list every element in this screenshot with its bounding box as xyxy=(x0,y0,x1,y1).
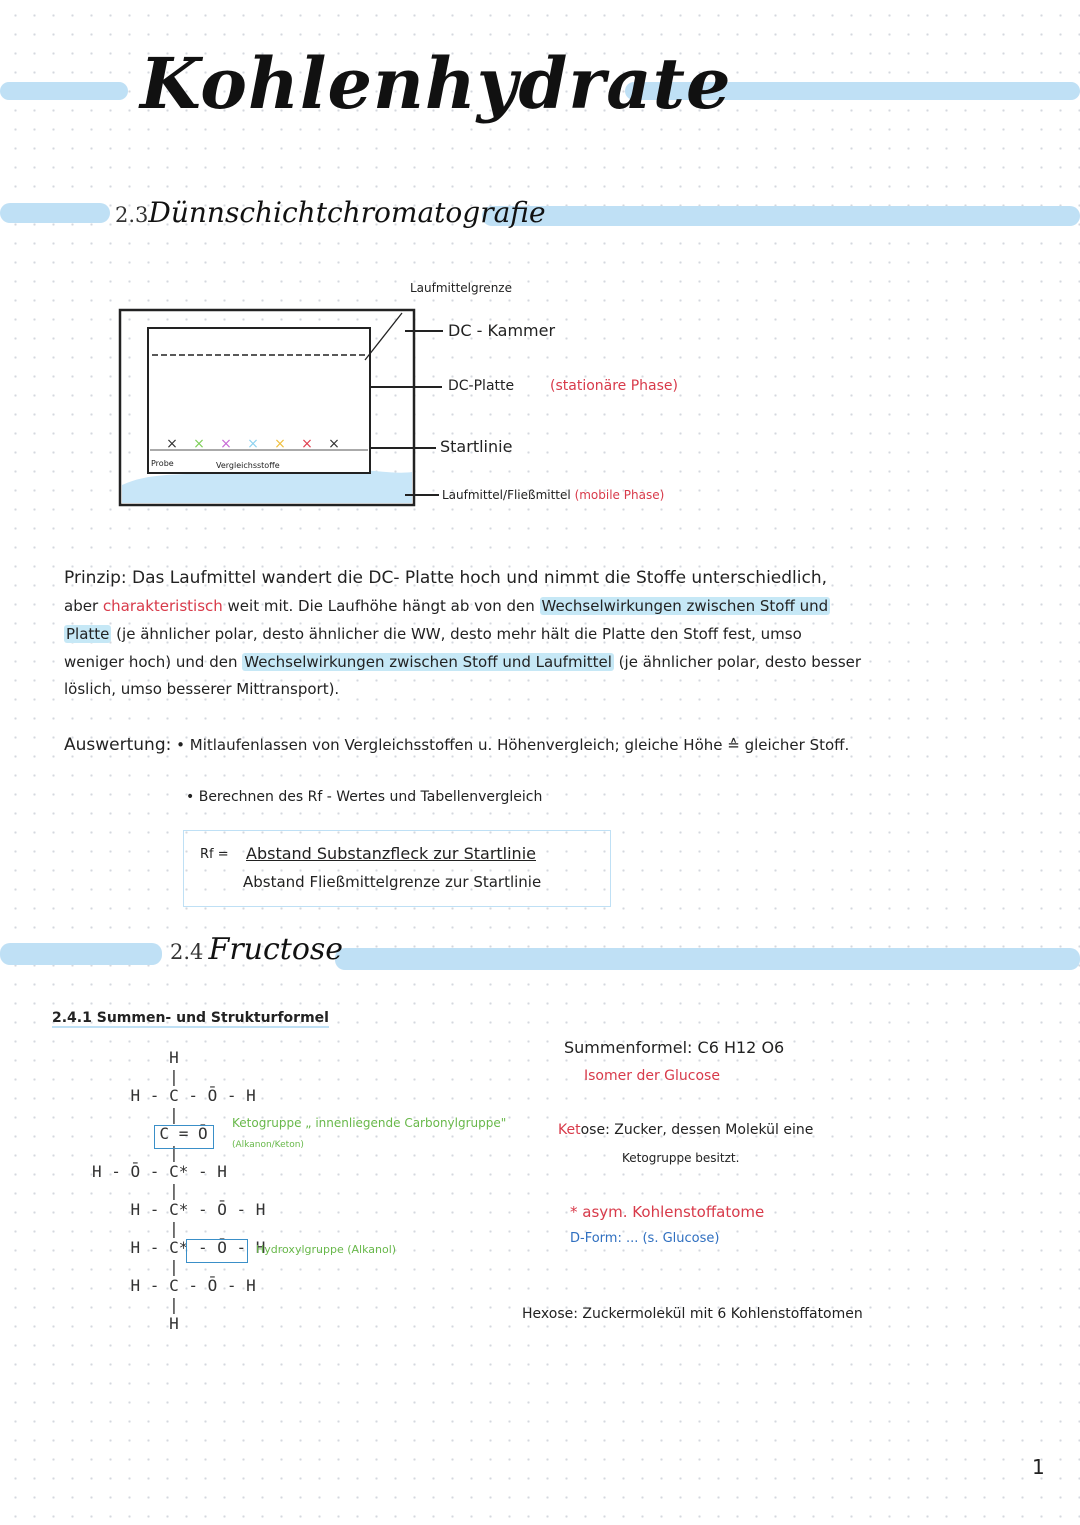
section-23-bar-left xyxy=(0,203,110,223)
section-24-bar-left xyxy=(0,943,162,965)
vergleich-spot: × xyxy=(328,436,340,452)
label-laufmittelgrenze: Laufmittelgrenze xyxy=(410,281,512,295)
prinzip-line-5: löslich, umso besserer Mittransport). xyxy=(64,680,340,698)
section-23-bar-right xyxy=(482,206,1080,226)
section-23-heading xyxy=(115,196,546,229)
prinzip-platte: Platte xyxy=(66,625,110,643)
prinzip-highlight-1: Wechselwirkungen zwischen Stoff und xyxy=(541,597,829,615)
keto-sub: (Alkanon/Keton) xyxy=(232,1140,304,1150)
dc-diagram xyxy=(110,300,430,520)
structure-row: | xyxy=(92,1143,179,1162)
prinzip-line-2 xyxy=(64,597,830,615)
label-laufmittel xyxy=(442,488,664,502)
pointer-startlinie xyxy=(370,447,436,449)
hexose-note: Hexose: Zuckermolekül mit 6 Kohlenstoffatomen xyxy=(522,1306,863,1322)
prinzip-line-1: Prinzip: Das Laufmittel wandert die DC- Platte hoch und nimmt die Stoffe unterschiedlich, xyxy=(64,568,828,588)
laufmittel-liquid xyxy=(122,470,412,503)
auswertung-label: Auswertung: xyxy=(64,735,172,755)
d-form-note: D-Form: ... (s. Glucose) xyxy=(570,1231,720,1246)
prinzip-l3b: (je ähnlicher polar, desto ähnlicher die WW, desto mehr hält die Platte den Stoff fest, umso xyxy=(111,625,802,643)
structure-row: H - Ō - C* - H xyxy=(92,1162,227,1181)
section-24-bar-right xyxy=(335,948,1080,970)
title-bar-left xyxy=(0,82,128,100)
structure-formula xyxy=(92,1048,265,1333)
prinzip-l2c: weit mit. Die Laufhöhe hängt ab von den xyxy=(222,597,540,615)
page-number: 1 xyxy=(1032,1455,1045,1479)
vergleich-spot: × xyxy=(193,436,205,452)
structure-row: H - C - Ō - H xyxy=(92,1086,256,1105)
structure-row: H - C* - Ō - H xyxy=(92,1200,266,1219)
page-title: Kohlenhydrate xyxy=(140,42,732,125)
structure-row: H xyxy=(92,1314,179,1333)
label-startlinie: Startlinie xyxy=(440,437,513,456)
rf-numerator: Abstand Substanzfleck zur Startlinie xyxy=(246,844,536,863)
structure-row: | xyxy=(92,1219,179,1238)
prinzip-l4c: (je ähnlicher polar, desto besser xyxy=(613,653,862,671)
vergleich-spot: × xyxy=(220,436,232,452)
label-dc-kammer: DC - Kammer xyxy=(448,321,556,340)
ketose-line xyxy=(558,1122,813,1138)
pointer-kammer xyxy=(405,330,443,332)
section-23-name: Dünnschichtchromatografie xyxy=(148,196,546,229)
section-24-heading xyxy=(170,932,343,967)
label-stationaere-phase: (stationäre Phase) xyxy=(550,378,678,394)
auswertung-line xyxy=(64,735,849,755)
vergleich-spot: × xyxy=(247,436,259,452)
structure-row: H - C - Ō - H xyxy=(92,1276,256,1295)
mobile-phase-text: (mobile Phase) xyxy=(574,488,665,502)
isomer-note: Isomer der Glucose xyxy=(584,1068,720,1084)
ketose-def: ose: Zucker, dessen Molekül eine xyxy=(580,1122,814,1138)
rf-denominator: Abstand Fließmittelgrenze zur Startlinie xyxy=(243,873,542,891)
structure-row: | xyxy=(92,1105,179,1124)
vergleich-spot: × xyxy=(274,436,286,452)
rf-label: Rf = xyxy=(200,847,229,862)
laufmittel-text: Laufmittel/Fließmittel xyxy=(442,488,571,502)
structure-row: H - C* - Ō - H xyxy=(92,1238,266,1257)
structure-row: | xyxy=(92,1067,179,1086)
structure-row: H xyxy=(92,1048,179,1067)
vergleich-spot: × xyxy=(301,436,313,452)
structure-row: | xyxy=(92,1181,179,1200)
pointer-laufmittel xyxy=(405,494,439,496)
prinzip-line-4 xyxy=(64,653,861,671)
auswertung-bullet-1: • Mitlaufenlassen von Vergleichsstoffen u. Höhenvergleich; gleiche Höhe ≙ gleicher Stoff. xyxy=(176,736,850,754)
prinzip-l4a: weniger hoch) und den xyxy=(64,653,243,671)
section-23-number: 2.3 xyxy=(115,203,149,227)
asym-note: * asym. Kohlenstoffatome xyxy=(570,1203,765,1221)
prinzip-highlight-2: Wechselwirkungen zwischen Stoff und Laufmittel xyxy=(244,653,612,671)
section-24-name: Fructose xyxy=(208,932,344,967)
summenformel: Summenformel: C6 H12 O6 xyxy=(564,1038,785,1057)
keto-group-box xyxy=(154,1125,214,1149)
probe-spot: × xyxy=(166,436,178,452)
section-24-number: 2.4 xyxy=(170,940,204,964)
ketose-line-2: Ketogruppe besitzt. xyxy=(622,1151,740,1165)
hydroxy-note: Hydroxylgruppe (Alkanol) xyxy=(256,1243,397,1256)
label-probe: Probe xyxy=(151,459,174,468)
subsection-title: 2.4.1 Summen- und Strukturformel xyxy=(52,1010,329,1026)
hydroxy-group-box xyxy=(186,1239,248,1263)
rf-formula-box xyxy=(183,830,611,907)
prinzip-line-3 xyxy=(64,625,802,643)
auswertung-bullet-2: • Berechnen des Rf - Wertes und Tabellenvergleich xyxy=(186,789,543,805)
label-dc-platte: DC-Platte xyxy=(448,378,515,394)
label-vergleichsstoffe: Vergleichsstoffe xyxy=(216,461,280,470)
keto-note: Ketogruppe „ innenliegende Carbonylgruppe" xyxy=(232,1116,507,1130)
structure-row: | xyxy=(92,1295,179,1314)
prinzip-charakteristisch: charakteristisch xyxy=(102,597,223,615)
structure-row: | xyxy=(92,1257,179,1276)
structure-row: C = Ō xyxy=(92,1124,208,1143)
pointer-platte xyxy=(370,386,442,388)
prinzip-l2a: aber xyxy=(64,597,103,615)
ketose-prefix: Ket xyxy=(558,1122,581,1138)
